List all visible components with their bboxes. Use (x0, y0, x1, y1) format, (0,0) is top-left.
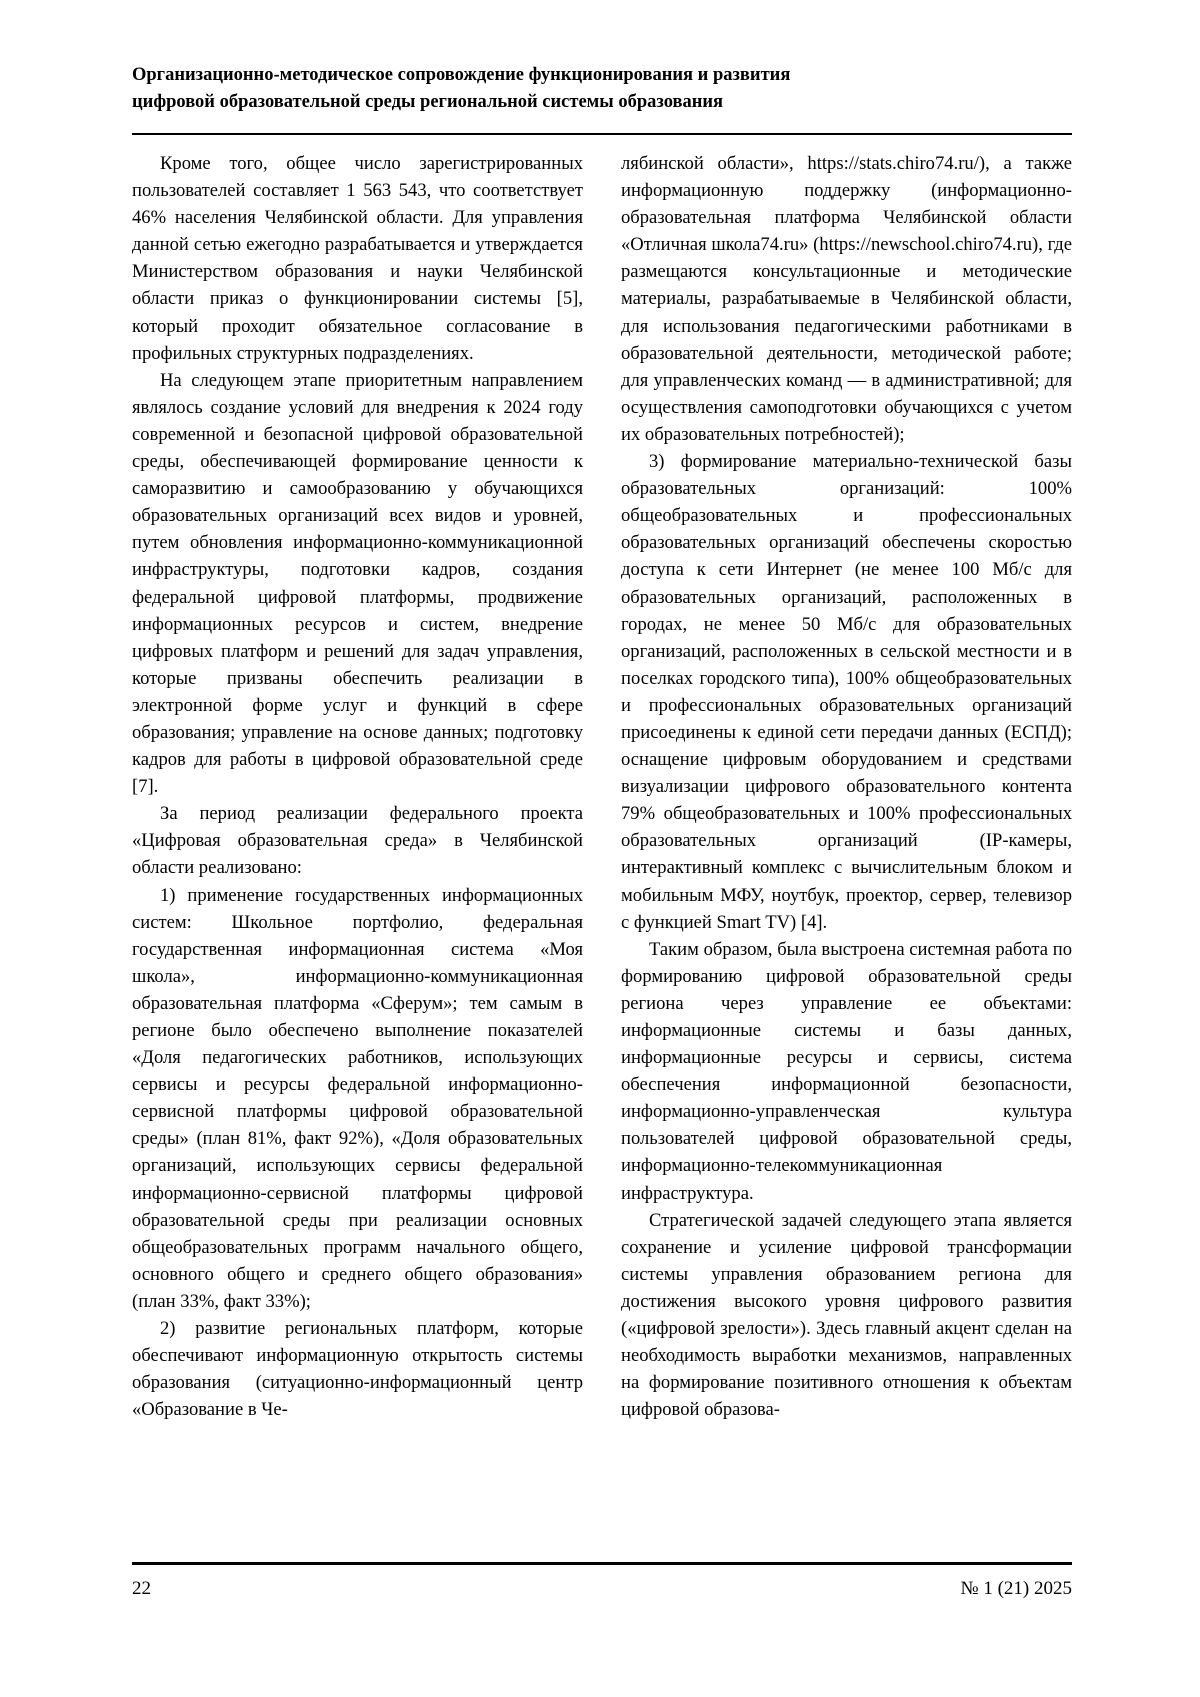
page-number: 22 (132, 1578, 151, 1599)
paragraph: 1) применение государственных информационных систем: Школьное портфолио, федеральная государственная информационная система «Моя школа», информационно-коммуникационная образовательная платформа «Сферум»; тем самым в регионе было обеспечено выполнение показателей «Доля педагогических работников, использующих сервисы и ресурсы федеральной информационно-сервисной платформы цифровой образовательной среды» (план 81%, факт 92%), «Доля образовательных организаций, использующих сервисы федеральной информационно-сервисной платформы цифровой образовательной среды при реализации основных общеобразовательных программ начального общего, основного общего и среднего общего образования» (план 33%, факт 33%); (132, 884, 583, 1312)
right-column (621, 150, 1072, 1423)
paragraph: Кроме того, общее число зарегистрированных пользователей составляет 1 563 543, что соответствует 46% населения Челябинской области. Для управления данной сетью ежегодно разрабатывается и утверждается Министерством образования и науки Челябинской области приказ о функционировании системы [5], который проходит обязательное согласование в профильных структурных подразделениях. (132, 153, 583, 364)
paragraph: На следующем этапе приоритетным направлением являлось создание условий для внедрения к 2024 году современной и безопасной цифровой образовательной среды, обеспечивающей формирование ценности к саморазвитию и самообразованию у обучающихся образовательных организаций всех видов и уровней, путем обновления информационно-коммуникационной инфраструктуры, подготовки кадров, создания федеральной цифровой платформы, продвижение информационных ресурсов и систем, внедрение цифровых платформ и решений для задач управления, которые призваны обеспечить реализации в электронной форме услуг и функций в сфере образования; управление на основе данных; подготовку кадров для работы в цифровой образовательной среде [7]. (132, 369, 583, 798)
issue-label: № 1 (21) 2025 (960, 1578, 1072, 1599)
paragraph: За период реализации федерального проекта «Цифровая образовательная среда» в Челябинской области реализовано: (132, 803, 583, 879)
left-column (132, 150, 583, 1423)
paragraph: Стратегической задачей следующего этапа является сохранение и усиление цифровой трансформации системы управления образованием региона для достижения высокого уровня цифрового развития («цифровой зрелости»). Здесь главный акцент сделан на необходимость выработки механизмов, направленных на формирование позитивного отношения к объектам цифровой образова- (621, 1209, 1072, 1421)
paragraph: Таким образом, была выстроена системная работа по формированию цифровой образовательной среды региона через управление ее объектами: информационные системы и базы данных, информационные ресурсы и сервисы, система обеспечения информационной безопасности, информационно-управленческая культура пользователей цифровой образовательной среды, информационно-телекоммуникационная инфраструктура. (621, 938, 1072, 1204)
header-divider (132, 133, 1072, 135)
paragraph: 2) развитие региональных платформ, которые обеспечивают информационную открытость системы образования (ситуационно-информационный центр «Образование в Че- (132, 1318, 583, 1421)
body-columns (132, 150, 1072, 1423)
paragraph: лябинской области», https://stats.chiro74.ru/), а также информационную поддержку (информационно-образовательная платформа Челябинской области «Отличная школа74.ru» (https://newschool.chiro74.ru), где размещаются консультационные и методические материалы, разрабатываемые в Челябинской области, для использования педагогическими работниками в образовательной деятельности, методической работе; для управленческих команд — в административной; для осуществления самоподготовки обучающихся с учетом их образовательных потребностей); (621, 153, 1072, 445)
running-header-line-1: Организационно-методическое сопровождение функционирования и развития (132, 65, 791, 85)
footer-divider (132, 1562, 1072, 1565)
running-header (132, 62, 1072, 116)
running-header-line-2: цифровой образовательной среды региональной системы образования (132, 92, 724, 112)
paragraph: 3) формирование материально-технической базы образовательных организаций: 100% общеобразовательных и профессиональных образовательных организаций обеспечены скоростью доступа к сети Интернет (не менее 100 Мб/с для образовательных организаций, расположенных в городах, не менее 50 Мб/с для образовательных организаций, расположенных в сельской местности и в поселках городского типа), 100% общеобразовательных и профессиональных образовательных организаций присоединены к единой сети передачи данных (ЕСПД); оснащение цифровым оборудованием и средствами визуализации цифрового образовательного контента 79% общеобразовательных и 100% профессиональных образовательных организаций (IP-камеры, интерактивный комплекс с вычислительным блоком и мобильным МФУ, ноутбук, проектор, сервер, телевизор с функцией Smart TV) [4]. (621, 451, 1072, 933)
page-footer (132, 1575, 1072, 1603)
